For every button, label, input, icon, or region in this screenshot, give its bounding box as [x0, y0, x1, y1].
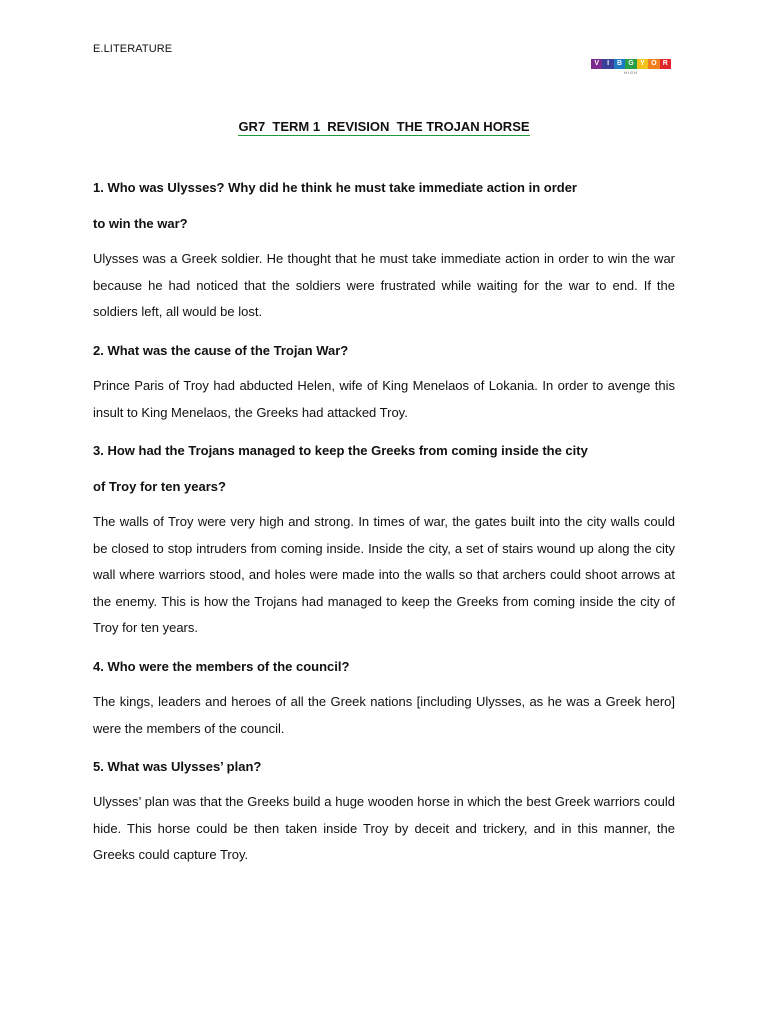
logo-letter: R: [660, 59, 671, 69]
logo-letter: B: [614, 59, 625, 69]
answer-3: The walls of Troy were very high and strong. In times of war, the gates built into the city walls could be closed to stop intruders from coming inside. Inside the city, a set of stairs wound up along the city wall where warriors stood, and holes were made into the walls so that archers could shoot arrows at the enemy. This is how the Trojans had managed to keep the Greeks from coming inside the city of Troy for ten years.: [93, 514, 675, 636]
logo-letter: G: [625, 59, 636, 69]
page-title: [0, 119, 768, 134]
logo-letter: I: [602, 59, 613, 69]
logo-letter: O: [648, 59, 659, 69]
question-2: 2. What was the cause of the Trojan War?: [93, 343, 349, 358]
page-title-text: GR7 TERM 1 REVISION THE TROJAN HORSE: [238, 119, 530, 134]
school-logo: [591, 59, 671, 79]
answer-2: Prince Paris of Troy had abducted Helen, wife of King Menelaos of Lokania. In order to avenge this insult to King Menelaos, the Greeks had attacked Troy.: [93, 378, 675, 420]
question-1-line-2: to win the war?: [93, 216, 188, 231]
answer-1: Ulysses was a Greek soldier. He thought that he must take immediate action in order to win the war because he had noticed that the soldiers were frustrated while waiting for the war to end. If the soldiers left, all would be lost.: [93, 251, 675, 320]
subject-label: E.LITERATURE: [93, 43, 173, 55]
logo-subtitle: HIGH: [624, 70, 638, 75]
logo-band: [591, 59, 671, 69]
question-3-line-1: 3. How had the Trojans managed to keep the Greeks from coming inside the city: [93, 443, 588, 458]
logo-letter: Y: [637, 59, 648, 69]
question-1-line-1: 1. Who was Ulysses? Why did he think he must take immediate action in order: [93, 180, 577, 195]
question-3-line-2: of Troy for ten years?: [93, 479, 226, 494]
logo-letter: V: [591, 59, 602, 69]
answer-5: Ulysses’ plan was that the Greeks build a huge wooden horse in which the best Greek warriors could hide. This horse could be then taken inside Troy by deceit and trickery, and in this manner, the Greeks could capture Troy.: [93, 794, 675, 863]
question-4: 4. Who were the members of the council?: [93, 659, 350, 674]
question-5: 5. What was Ulysses’ plan?: [93, 759, 262, 774]
answer-4: The kings, leaders and heroes of all the Greek nations [including Ulysses, as he was a Greek hero] were the members of the council.: [93, 694, 675, 736]
